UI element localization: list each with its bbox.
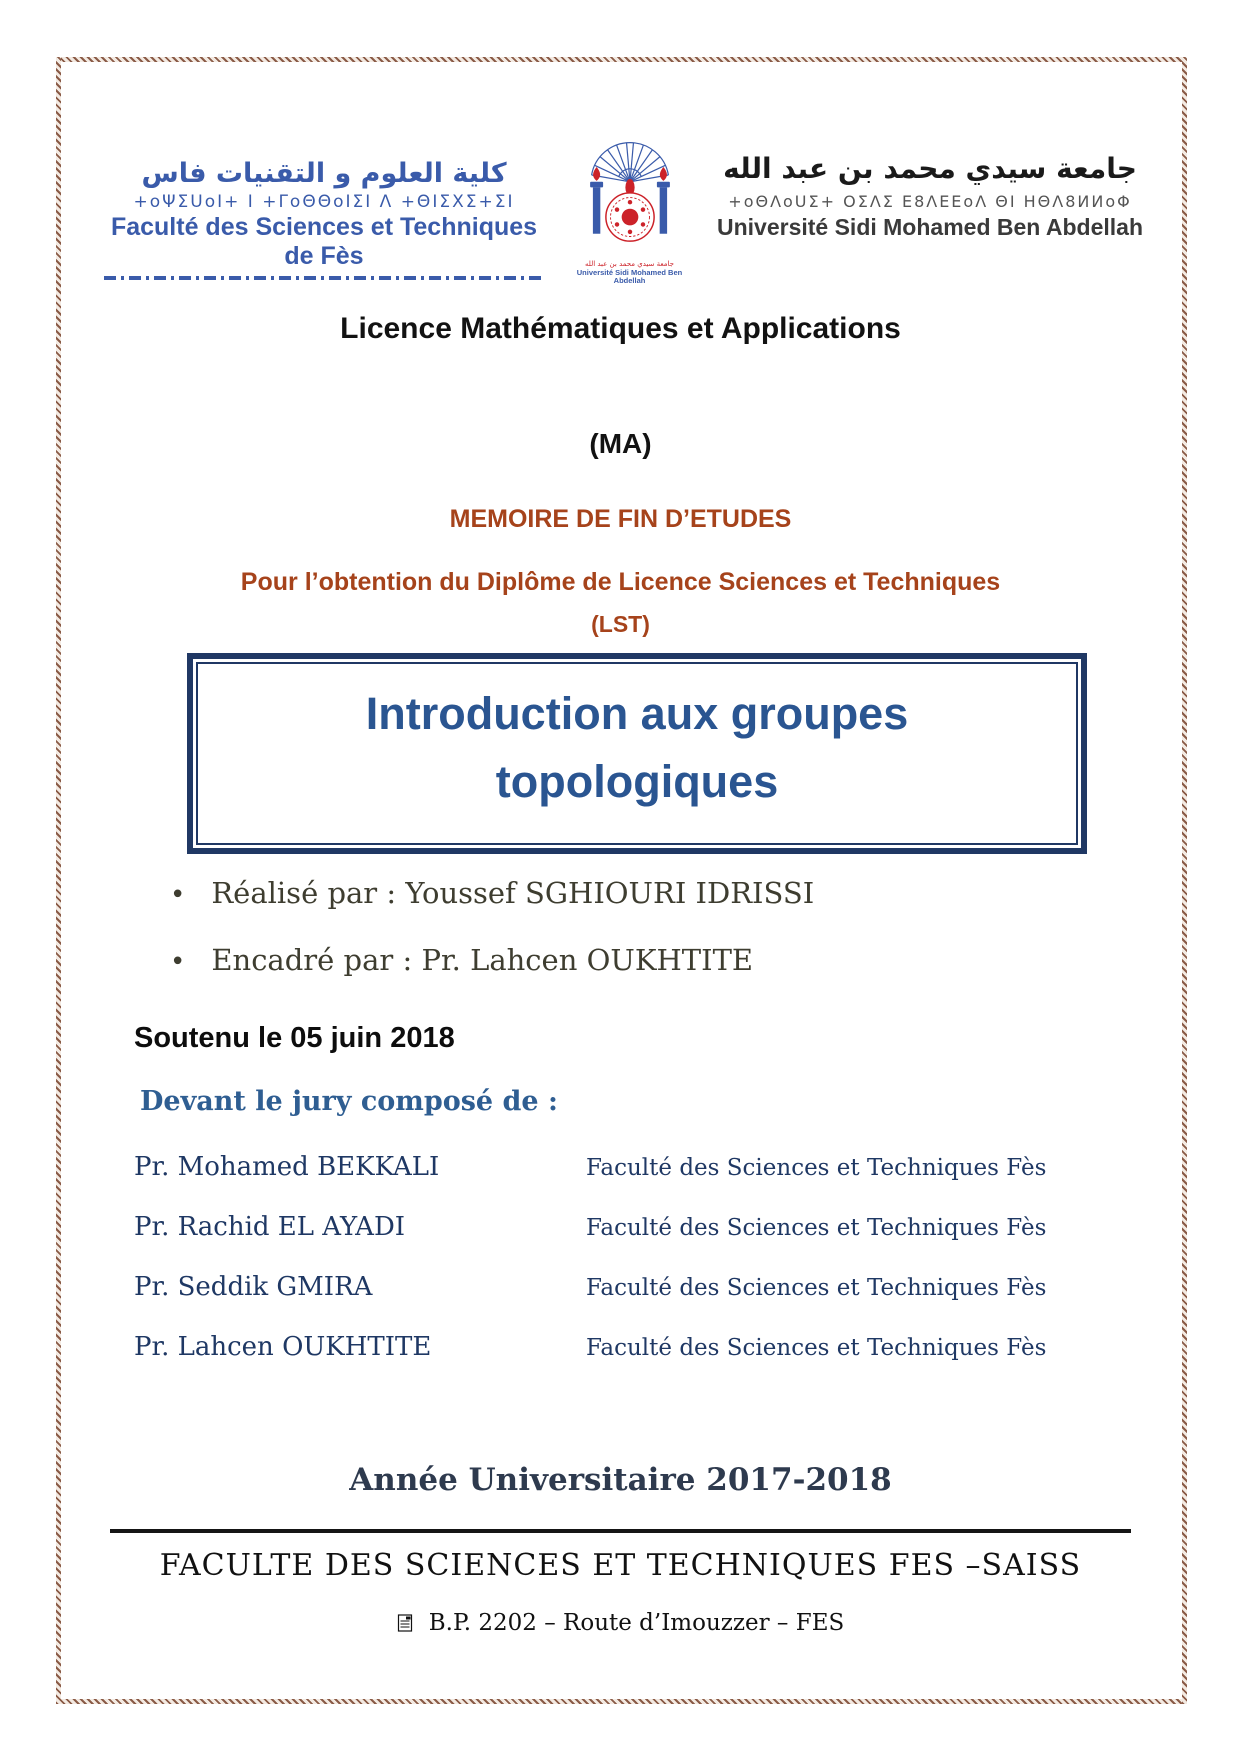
encadre-par-text: Encadré par : Pr. Lahcen OUKHTITE: [211, 943, 754, 977]
realise-par-text: Réalisé par : Youssef SGHIOURI IDRISSI: [211, 876, 815, 910]
program-abbreviation: (MA): [589, 428, 652, 459]
university-logo-french: Université Sidi Mohamed Ben Abdellah: [716, 214, 1143, 240]
thesis-title-box: [187, 653, 1087, 854]
jury-member-name: Pr. Seddik GMIRA: [134, 1272, 373, 1302]
jury-table: [134, 1152, 1121, 1392]
author-supervisor-list: [170, 876, 814, 1010]
faculty-logo: [104, 158, 544, 280]
university-logo-tifinagh: +oΘΛoUΣ+ OΣΛΣ Ε8ΛΕΕoΛ ΘΙ ΗΘΛ8ИИoΦ: [728, 192, 1132, 211]
table-row: [134, 1332, 1121, 1392]
faculty-logo-arabic: كلية العلوم و التقنيات فاس: [141, 158, 507, 189]
page-border-top: [56, 57, 1187, 62]
thesis-title-inner-frame: [196, 662, 1078, 845]
jury-member-affiliation: Faculté des Sciences et Techniques Fès: [586, 1215, 1047, 1241]
table-row: [134, 1152, 1121, 1212]
academic-year: Année Universitaire 2017-2018: [349, 1462, 892, 1498]
page-border-right: [1182, 57, 1187, 1704]
header-logos: [104, 128, 1145, 285]
bullet-icon: •: [170, 880, 186, 910]
university-logo-arabic: جامعة سيدي محمد بن عبد الله: [723, 152, 1137, 185]
bullet-icon: •: [170, 947, 186, 977]
faculty-name-footer: FACULTE DES SCIENCES ET TECHNIQUES FES –SAISS: [159, 1548, 1082, 1583]
jury-member-name: Pr. Lahcen OUKHTITE: [134, 1332, 432, 1362]
university-emblem-icon: [574, 128, 686, 256]
jury-member-name: Pr. Mohamed BEKKALI: [134, 1152, 440, 1182]
faculty-address: [0, 1610, 1241, 1636]
thesis-title-line2: topologiques: [495, 755, 779, 807]
faculty-logo-tifinagh: +oΨΣUoI+ I +ΓoΘΘoIΣI Λ +ΘIΣΧΣ+ΣI: [133, 192, 515, 212]
mail-icon: [397, 1613, 417, 1633]
jury-heading: Devant le jury composé de :: [140, 1086, 558, 1117]
memoire-heading: MEMOIRE DE FIN D’ETUDES: [449, 505, 792, 533]
lst-abbreviation: (LST): [591, 611, 650, 637]
footer-divider: [110, 1529, 1131, 1533]
page-border-left: [56, 57, 61, 1704]
university-emblem: [574, 128, 686, 285]
defense-date: Soutenu le 05 juin 2018: [134, 1022, 455, 1054]
list-item: [170, 943, 814, 977]
faculty-logo-french: Faculté des Sciences et Techniques de Fès: [110, 213, 538, 270]
jury-member-affiliation: Faculté des Sciences et Techniques Fès: [586, 1335, 1047, 1361]
table-row: [134, 1212, 1121, 1272]
faculty-logo-underline: [104, 276, 544, 280]
table-row: [134, 1272, 1121, 1332]
list-item: [170, 876, 814, 910]
page-border-bottom: [56, 1699, 1187, 1704]
emblem-caption-arabic: جامعة سيدي محمد بن عبد الله: [585, 260, 674, 268]
emblem-caption-french: Université Sidi Mohamed Ben Abdellah: [576, 267, 683, 285]
obtention-heading: Pour l’obtention du Diplôme de Licence Sciences et Techniques: [240, 568, 1001, 596]
jury-member-name: Pr. Rachid EL AYADI: [134, 1212, 406, 1242]
university-logo: [715, 152, 1145, 241]
program-title: Licence Mathématiques et Applications: [340, 312, 901, 345]
address-text: B.P. 2202 – Route d’Imouzzer – FES: [428, 1610, 845, 1636]
thesis-title-line1: Introduction aux groupes: [365, 688, 909, 739]
jury-member-affiliation: Faculté des Sciences et Techniques Fès: [586, 1275, 1047, 1301]
jury-member-affiliation: Faculté des Sciences et Techniques Fès: [586, 1155, 1047, 1181]
